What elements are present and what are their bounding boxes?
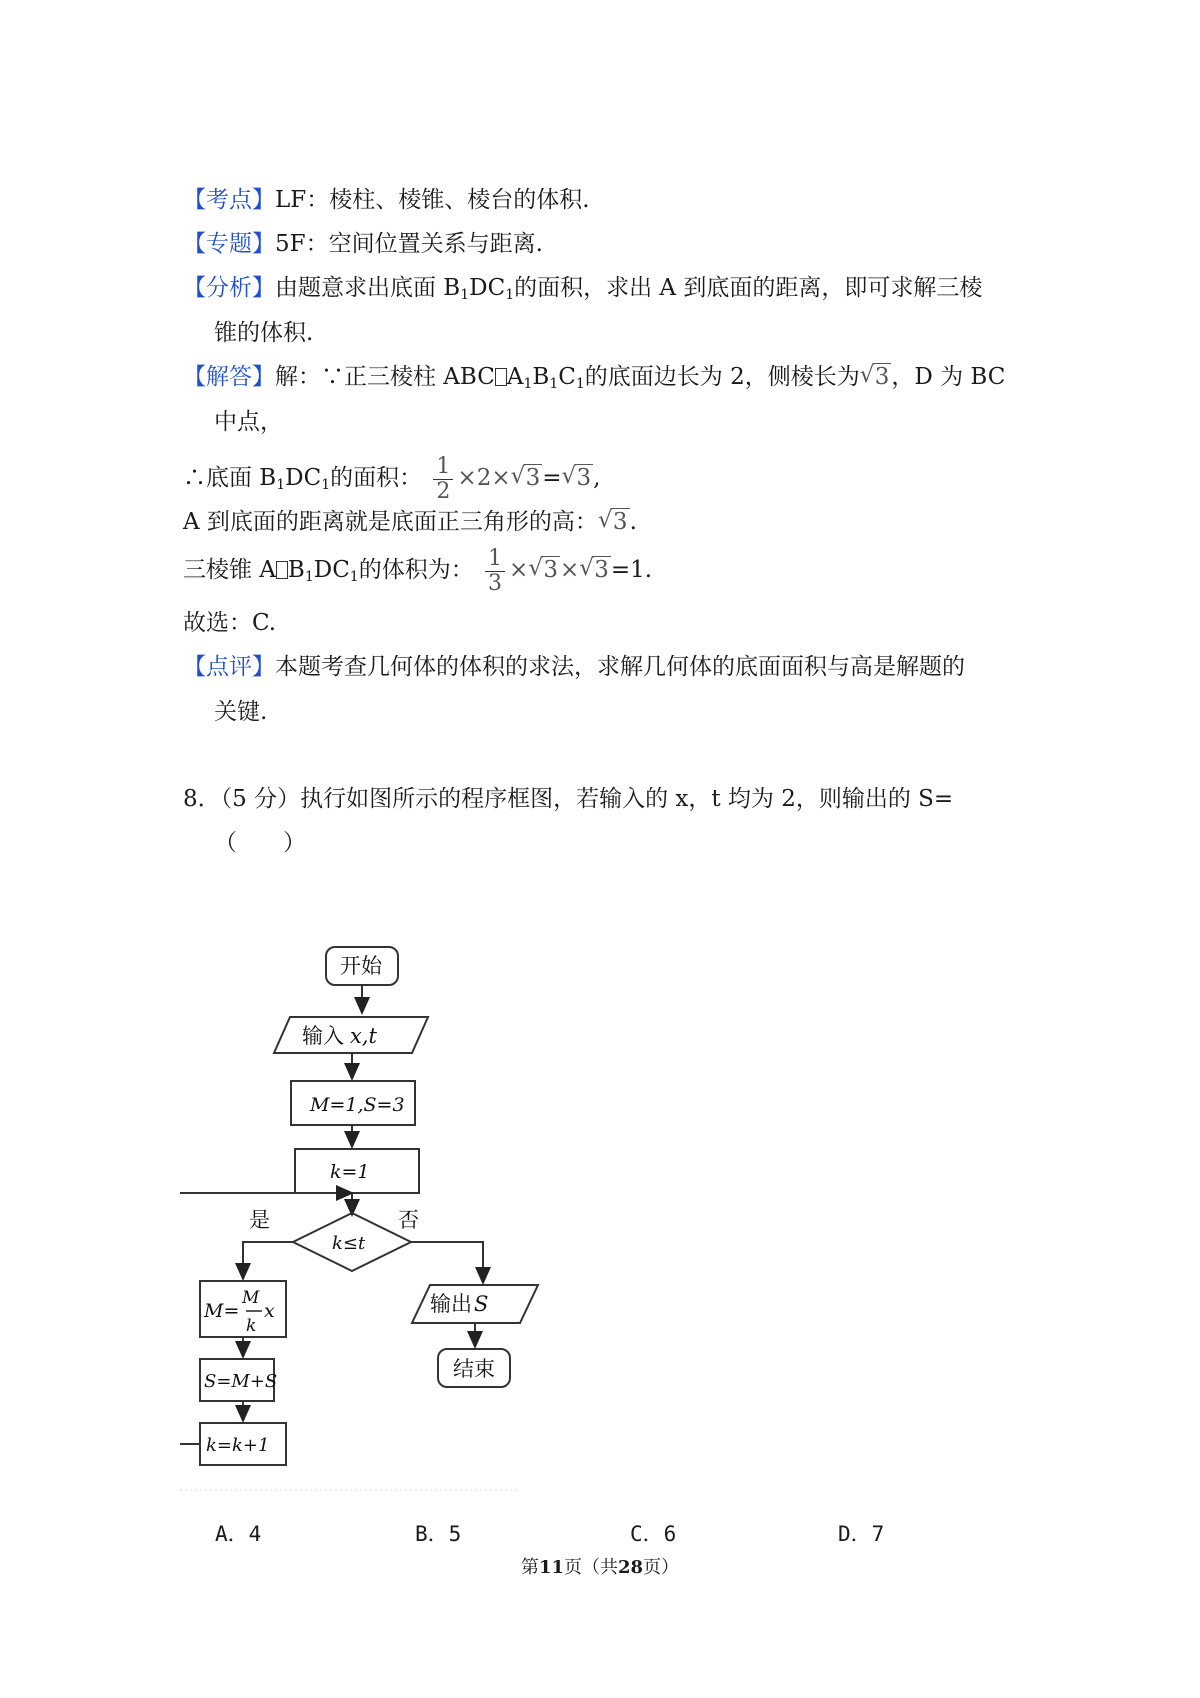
m-num: M <box>242 1288 260 1308</box>
k-init-label: k=1 <box>330 1161 370 1183</box>
jieda-p4: C <box>558 364 576 390</box>
step2-end: . <box>629 509 637 535</box>
fenxi-text-b: DC <box>469 275 506 301</box>
step1-a: ∴底面 B <box>183 465 277 491</box>
jieda-sub-c: 1 <box>575 376 585 392</box>
answer-text: 故选：C. <box>183 610 277 636</box>
fenxi-tag: 【分析】 <box>183 275 275 301</box>
question-8-paren: （ ） <box>214 830 306 856</box>
step1-mid: ×2× <box>457 465 511 491</box>
jieda-p2: A <box>506 364 524 390</box>
zhuanti-text: 5F：空间位置关系与距离. <box>275 231 543 257</box>
jieda-line2 <box>214 407 283 437</box>
question-8-blank <box>214 828 306 858</box>
page-footer <box>0 1553 1200 1579</box>
fenxi-text-a: 由题意求出底面 B <box>275 275 461 301</box>
sqrt-radicand: 3 <box>543 557 558 583</box>
step1-sub-a: 1 <box>276 477 286 493</box>
jieda-line <box>183 362 1005 392</box>
end-label: 结束 <box>453 1357 495 1381</box>
step1-b: DC <box>285 465 322 491</box>
start-label: 开始 <box>340 954 382 978</box>
frac-num: 1 <box>433 455 453 480</box>
jieda-p6: ，D 为 BC <box>891 364 1006 390</box>
step3-eq: =1. <box>610 557 653 583</box>
kaodian-line <box>183 185 590 215</box>
input-vars: x,t <box>350 1024 377 1048</box>
fenxi-text-c: 的面积，求出 A 到底面的距离，即可求解三棱 <box>514 275 983 301</box>
sqrt-symbol <box>562 450 594 506</box>
zhuanti-line <box>183 229 543 259</box>
choice-a: A．4 <box>215 1522 262 1546</box>
m-lhs: M= <box>204 1300 240 1322</box>
s-update-label: S=M+S <box>204 1371 278 1392</box>
step1-end: , <box>593 465 601 491</box>
fraction-third <box>485 547 505 596</box>
input-label: 输入 <box>302 1024 344 1048</box>
dianping-text: 本题考查几何体的体积的求法，求解几何体的底面面积与高是解题的 <box>275 654 965 680</box>
jieda-sub-a: 1 <box>523 376 533 392</box>
frac-den: 2 <box>436 478 451 504</box>
frac-den: 3 <box>488 570 503 596</box>
kaodian-tag: 【考点】 <box>183 187 275 213</box>
area-step <box>183 450 600 506</box>
fenxi-sub: 1 <box>460 287 470 303</box>
choice-c: C．6 <box>630 1522 677 1546</box>
sqrt-symbol <box>528 542 560 598</box>
step3-b: B <box>287 557 305 583</box>
sqrt-symbol <box>860 362 892 392</box>
times-sign: × <box>509 557 529 583</box>
zhuanti-tag: 【专题】 <box>183 231 275 257</box>
sqrt-radicand: 3 <box>525 465 541 491</box>
sqrt-symbol <box>579 542 611 598</box>
jieda-p5: 的底面边长为 2，侧棱长为 <box>584 364 860 390</box>
page-total: 28 <box>618 1557 644 1578</box>
footer-b: 页（共 <box>564 1557 618 1578</box>
choice-b: B．5 <box>415 1522 462 1546</box>
init-label: M=1,S=3 <box>310 1094 405 1116</box>
sqrt-radicand: 3 <box>612 509 628 535</box>
dianping-tag: 【点评】 <box>183 654 275 680</box>
flowchart <box>180 935 760 1495</box>
step1-c: 的面积： <box>330 465 423 491</box>
choice-d: D．7 <box>838 1522 885 1546</box>
sqrt-radicand: 3 <box>576 465 592 491</box>
footer-a: 第 <box>520 1557 539 1578</box>
sqrt-symbol <box>598 507 630 537</box>
condition-label: k≤t <box>332 1233 366 1254</box>
dianping-line <box>183 652 965 682</box>
step1-eq: = <box>542 465 562 491</box>
sqrt-radicand: 3 <box>874 364 890 390</box>
kaodian-text: LF：棱柱、棱锥、棱台的体积. <box>275 187 590 213</box>
jieda-p3: B <box>532 364 550 390</box>
volume-step <box>183 542 652 598</box>
frac-num: 1 <box>485 547 505 572</box>
jieda-tag: 【解答】 <box>183 364 275 390</box>
output-label: 输出 <box>430 1292 472 1316</box>
missing-glyph <box>276 561 288 579</box>
jieda-line2-text: 中点， <box>214 409 283 435</box>
step3-c: DC <box>313 557 350 583</box>
question-8-text: 8．（5 分）执行如图所示的程序框图，若输入的 x，t 均为 2，则输出的 S= <box>183 786 954 812</box>
dianping-text-2: 关键. <box>214 699 268 725</box>
fenxi-line <box>183 273 982 303</box>
sqrt-radicand: 3 <box>594 557 609 583</box>
step3-sub-a: 1 <box>304 569 314 585</box>
m-den: k <box>246 1316 257 1336</box>
question-8 <box>183 784 953 814</box>
fenxi-text-2: 锥的体积. <box>214 320 314 346</box>
times-sign: × <box>559 557 580 583</box>
yes-label: 是 <box>249 1208 270 1232</box>
step3-sub-b: 1 <box>349 569 359 585</box>
jieda-p1: 解：∵正三棱柱 ABC <box>275 364 495 390</box>
no-label: 否 <box>398 1208 419 1232</box>
output-var: S <box>474 1292 489 1316</box>
page-number: 11 <box>538 1557 564 1578</box>
fenxi-sub2: 1 <box>505 287 515 303</box>
sqrt-symbol <box>511 450 543 506</box>
jieda-sub-b: 1 <box>549 376 559 392</box>
height-step <box>183 507 637 537</box>
step2-a: A 到底面的距离就是底面正三角形的高： <box>183 509 598 535</box>
fenxi-line2 <box>214 318 313 348</box>
footer-c: 页） <box>643 1557 680 1578</box>
step1-sub-b: 1 <box>321 477 331 493</box>
k-update-label: k=k+1 <box>206 1435 270 1456</box>
fraction-half <box>433 455 453 504</box>
step3-d: 的体积为： <box>358 557 474 583</box>
answer-line <box>183 608 276 638</box>
dianping-line2 <box>214 697 267 727</box>
missing-glyph <box>495 368 507 386</box>
m-x: x <box>264 1300 275 1322</box>
step3-a: 三棱锥 A <box>183 557 276 583</box>
